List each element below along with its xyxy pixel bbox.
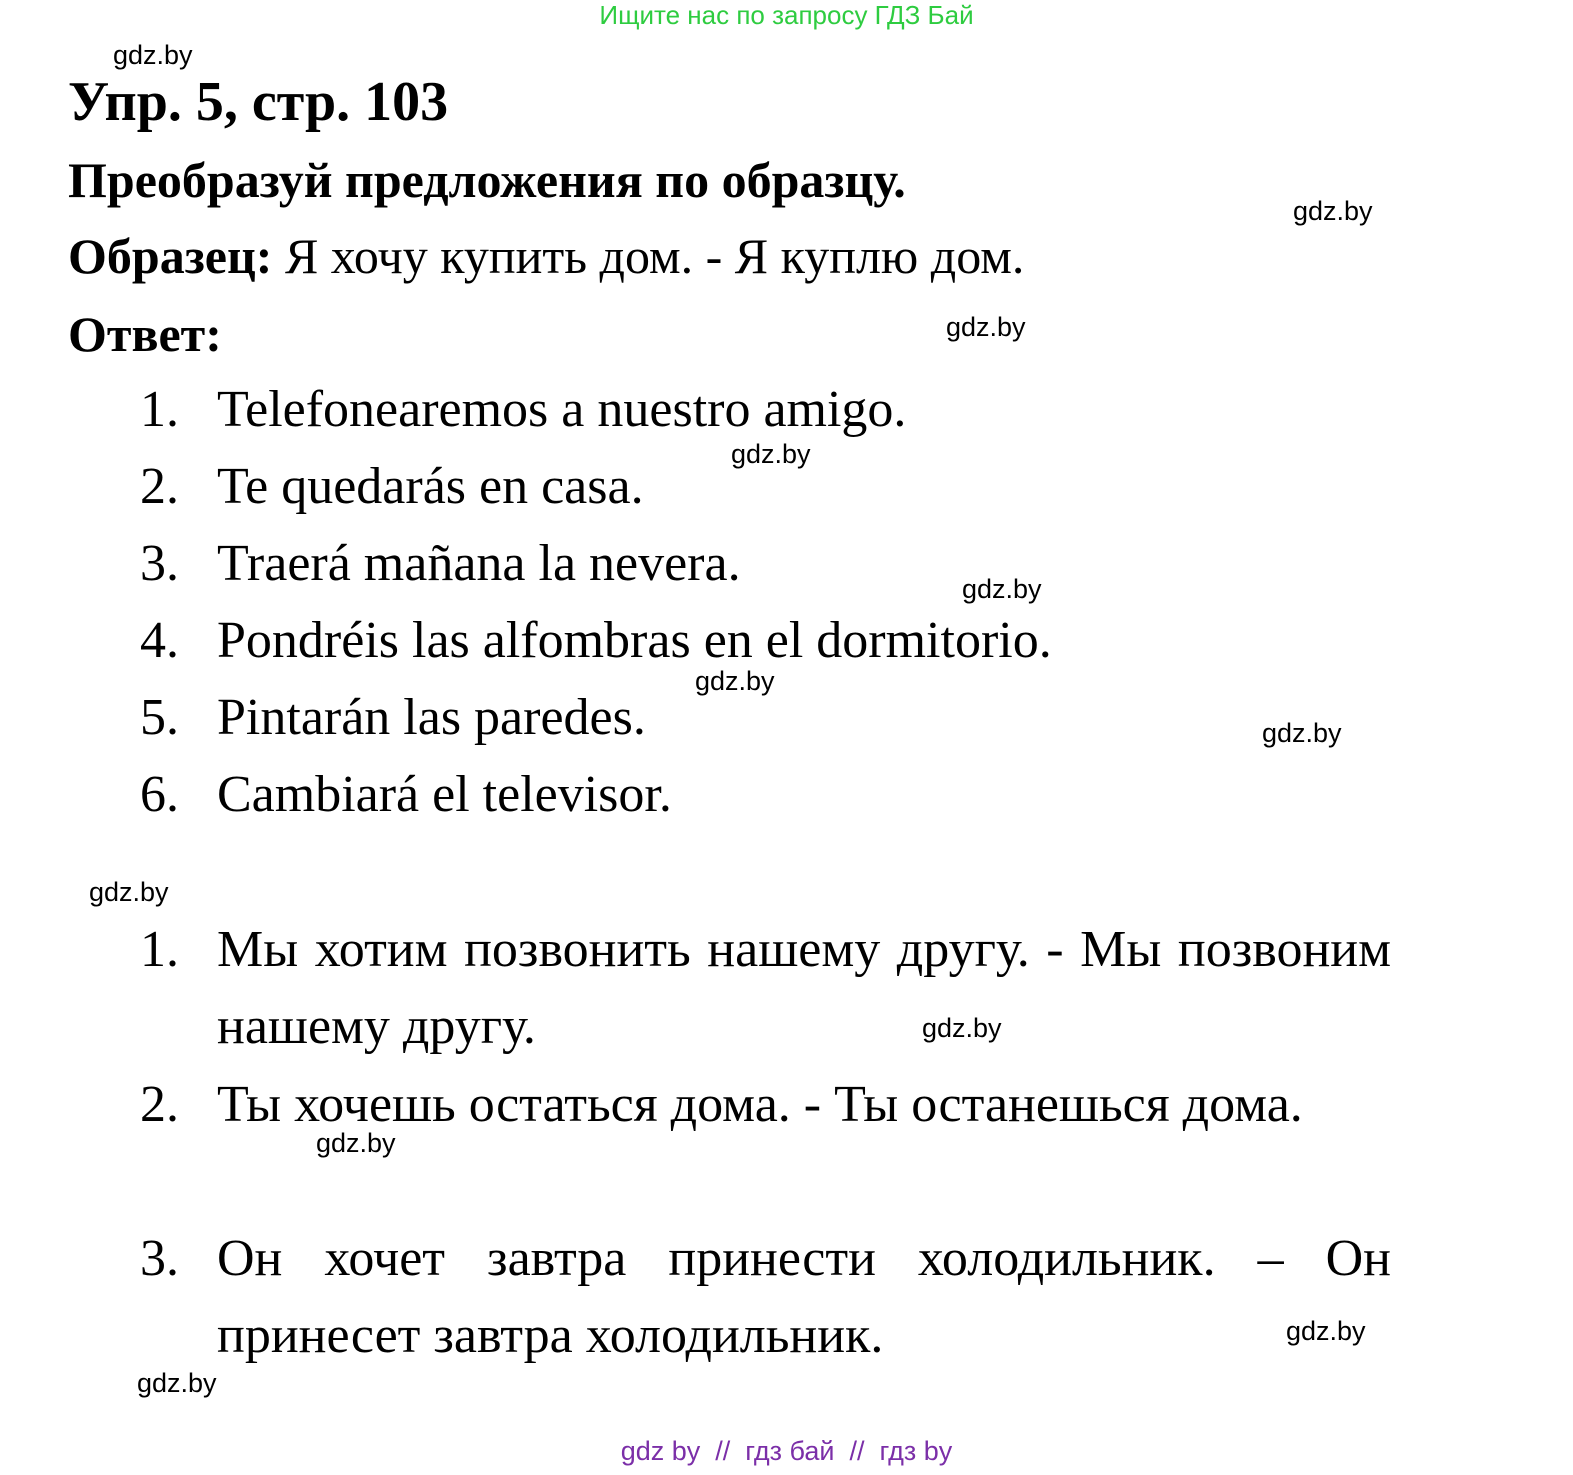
list-item: [0, 534, 1573, 594]
item-number: 6.: [140, 766, 179, 823]
item-number: 3.: [140, 1230, 179, 1287]
sample-label: Образец:: [68, 228, 273, 284]
item-number: 4.: [140, 612, 179, 669]
watermark: gdz.by: [962, 574, 1042, 604]
item-text: Te quedarás en casa.: [217, 458, 644, 515]
item-text: Traerá mañana la nevera.: [217, 535, 741, 592]
item-text: Ты хочешь остаться дома. - Ты останешься дома.: [217, 1076, 1303, 1133]
watermark: gdz.by: [316, 1128, 396, 1158]
list-item: [0, 611, 1573, 671]
item-number: 2.: [140, 1076, 179, 1133]
item-number: 2.: [140, 458, 179, 515]
item-number: 1.: [140, 921, 179, 978]
list-item: [0, 688, 1573, 748]
item-text: Мы хотим позвонить нашему другу. - Мы позвоним нашему другу.: [217, 921, 1391, 1055]
list-item: [0, 380, 1573, 440]
sample-text: Я хочу купить дом. - Я куплю дом.: [272, 228, 1025, 284]
item-number: 1.: [140, 381, 179, 438]
sample-line: [68, 226, 1024, 286]
item-number: 3.: [140, 535, 179, 592]
item-text: Cambiará el televisor.: [217, 766, 672, 823]
item-text: Он хочет завтра принести холодильник. – Он принесет завтра холодильник.: [217, 1230, 1391, 1364]
item-number: 5.: [140, 689, 179, 746]
watermark: gdz.by: [1262, 718, 1342, 748]
item-text: Pondréis las alfombras en el dormitorio.: [217, 612, 1052, 669]
watermark: gdz.by: [137, 1368, 217, 1398]
page-title: Упр. 5, стр. 103: [68, 71, 449, 133]
footer-links: gdz by // гдз бай // гдз by: [620, 1436, 953, 1466]
item-text: Telefonearemos a nuestro amigo.: [217, 381, 907, 438]
answer-label: Ответ:: [68, 306, 222, 362]
list-item: [140, 1220, 1391, 1374]
list-item: [0, 765, 1573, 825]
watermark: gdz.by: [113, 40, 193, 70]
top-banner: Ищите нас по запросу ГДЗ Бай: [599, 0, 974, 30]
watermark: gdz.by: [695, 666, 775, 696]
watermark: gdz.by: [1286, 1316, 1366, 1346]
watermark: gdz.by: [89, 877, 169, 907]
list-item: [140, 911, 1391, 1065]
list-item: [0, 457, 1573, 517]
task-instruction: Преобразуй предложения по образцу.: [68, 152, 906, 208]
watermark: gdz.by: [922, 1013, 1002, 1043]
watermark: gdz.by: [1293, 196, 1373, 226]
list-item: [140, 1066, 1391, 1143]
item-text: Pintarán las paredes.: [217, 689, 646, 746]
watermark: gdz.by: [946, 312, 1026, 342]
watermark: gdz.by: [731, 439, 811, 469]
